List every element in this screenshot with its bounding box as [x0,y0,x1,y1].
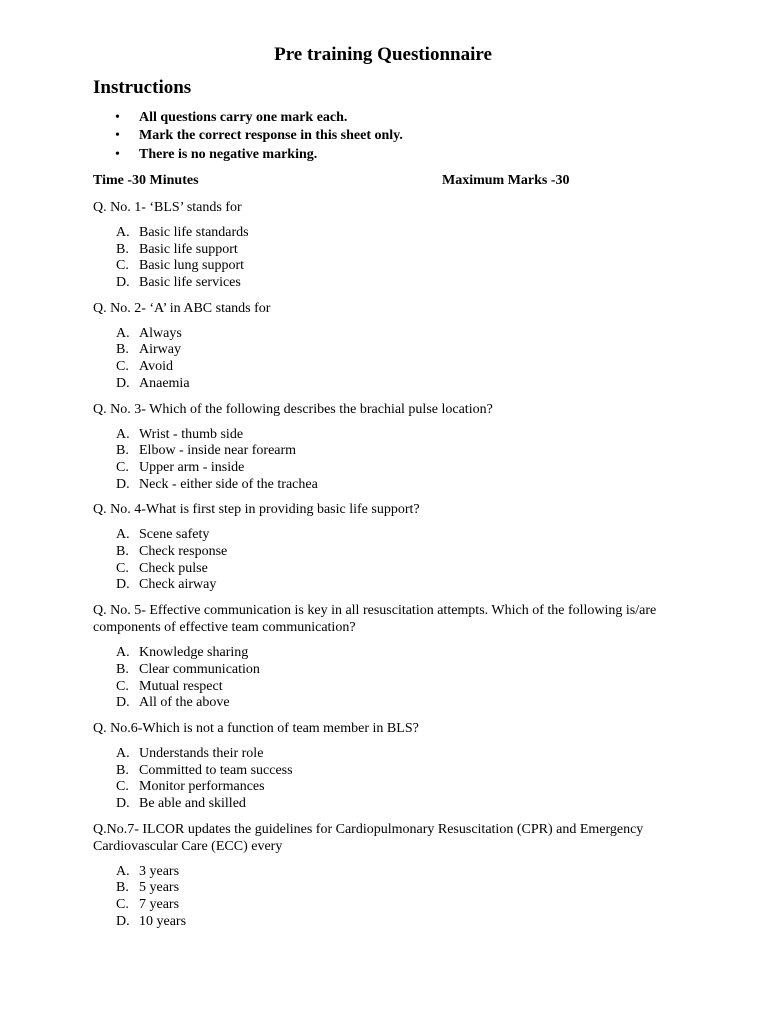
option-letter: C. [116,258,129,274]
option-item [93,645,673,662]
option-item [93,880,673,897]
maximum-marks: Maximum Marks -30 [442,172,570,188]
option-letter: A. [116,426,130,442]
question-text: Q. No. 4-What is first step in providing basic life support? [93,502,420,518]
options-list [93,864,673,931]
option-text: All of the above [139,695,230,711]
options-list [93,427,673,494]
option-letter: A. [116,224,130,240]
option-letter: A. [116,645,130,661]
bullet-icon: • [115,128,120,144]
option-item [93,443,673,460]
option-item [93,746,673,763]
option-letter: C. [116,359,129,375]
option-text: 3 years [139,863,180,879]
bullet-icon: • [115,146,120,162]
option-item [93,679,673,696]
option-item [93,796,673,813]
option-item [93,342,673,359]
option-letter: B. [116,544,129,560]
option-text: Neck - either side of the trachea [139,476,318,492]
option-letter: C. [116,459,129,475]
option-text: Always [139,325,182,341]
option-item [93,864,673,881]
option-text: Basic lung support [139,258,244,274]
time-limit: Time -30 Minutes [93,172,199,188]
option-letter: C. [116,678,129,694]
option-letter: C. [116,897,129,913]
option-text: Monitor performances [139,779,265,795]
option-item [93,662,673,679]
option-text: Elbow - inside near forearm [139,443,297,459]
instruction-text: Mark the correct response in this sheet only. [139,128,403,144]
bullet-icon: • [115,110,120,125]
instruction-item [93,109,673,127]
option-letter: B. [116,241,129,257]
option-text: Anaemia [139,375,190,391]
option-item [93,544,673,561]
option-text: Basic life standards [139,224,249,240]
option-item [93,258,673,275]
option-text: 7 years [139,897,180,913]
option-item [93,577,673,594]
question-text: Q. No. 1- ‘BLS’ stands for [93,199,242,215]
question-text: Q. No. 2- ‘A’ in ABC stands for [93,300,271,316]
instructions-heading: Instructions [93,77,192,98]
option-item [93,376,673,393]
option-item [93,460,673,477]
option-letter: D. [116,476,130,492]
option-item [93,779,673,796]
exam-meta-row [93,172,673,190]
option-text: Scene safety [139,527,210,543]
option-text: Check response [139,544,228,560]
option-item [93,275,673,292]
instructions-list [93,109,673,164]
option-letter: B. [116,762,129,778]
option-letter: C. [116,779,129,795]
option-text: Understands their role [139,745,264,761]
options-list [93,746,673,813]
option-text: Avoid [139,359,173,375]
option-text: Be able and skilled [139,796,246,812]
option-letter: A. [116,527,130,543]
option-item [93,477,673,494]
option-text: Upper arm - inside [139,459,245,475]
option-item [93,914,673,931]
option-letter: A. [116,863,130,879]
options-list [93,326,673,393]
option-item [93,695,673,712]
option-letter: D. [116,695,130,711]
question-text: Q.No.7- ILCOR updates the guidelines for Cardiopulmonary Resuscitation (CPR) and Emergency Cardiovascular Care (ECC) every [93,821,644,854]
option-item [93,527,673,544]
option-text: Check pulse [139,560,208,576]
question-text: Q. No. 3- Which of the following describes the brachial pulse location? [93,401,493,417]
option-text: Basic life support [139,241,238,257]
options-list [93,225,673,292]
option-item [93,897,673,914]
option-item [93,427,673,444]
instruction-text: All questions carry one mark each. [139,110,348,125]
option-text: Check airway [139,577,217,593]
document-page [93,42,673,939]
option-text: Committed to team success [139,762,293,778]
option-letter: D. [116,275,130,290]
option-text: Wrist - thumb side [139,426,244,442]
option-letter: D. [116,913,130,929]
option-text: Knowledge sharing [139,645,249,661]
option-letter: A. [116,745,130,761]
option-letter: B. [116,880,129,896]
option-text: Airway [139,342,181,358]
instruction-text: There is no negative marking. [139,146,318,162]
option-item [93,326,673,343]
page-title: Pre training Questionnaire [274,44,492,65]
option-letter: D. [116,375,130,391]
option-item [93,763,673,780]
option-letter: D. [116,796,130,812]
option-text: 10 years [139,913,187,929]
option-item [93,359,673,376]
question-text: Q. No.6-Which is not a function of team member in BLS? [93,720,419,736]
option-letter: D. [116,577,130,593]
question-text: Q. No. 5- Effective communication is key in all resuscitation attempts. Which of the following is/are components of effective team communication? [93,603,657,636]
option-letter: B. [116,443,129,459]
option-text: Mutual respect [139,678,223,694]
option-item [93,242,673,259]
option-item [93,225,673,242]
instruction-item [93,146,673,164]
questions-section [93,199,673,931]
options-list [93,527,673,594]
option-text: Basic life services [139,275,241,290]
instruction-item [93,127,673,145]
options-list [93,645,673,712]
option-item [93,561,673,578]
option-text: 5 years [139,880,180,896]
option-letter: B. [116,661,129,677]
option-letter: C. [116,560,129,576]
option-letter: A. [116,325,130,341]
option-text: Clear communication [139,661,260,677]
option-letter: B. [116,342,129,358]
